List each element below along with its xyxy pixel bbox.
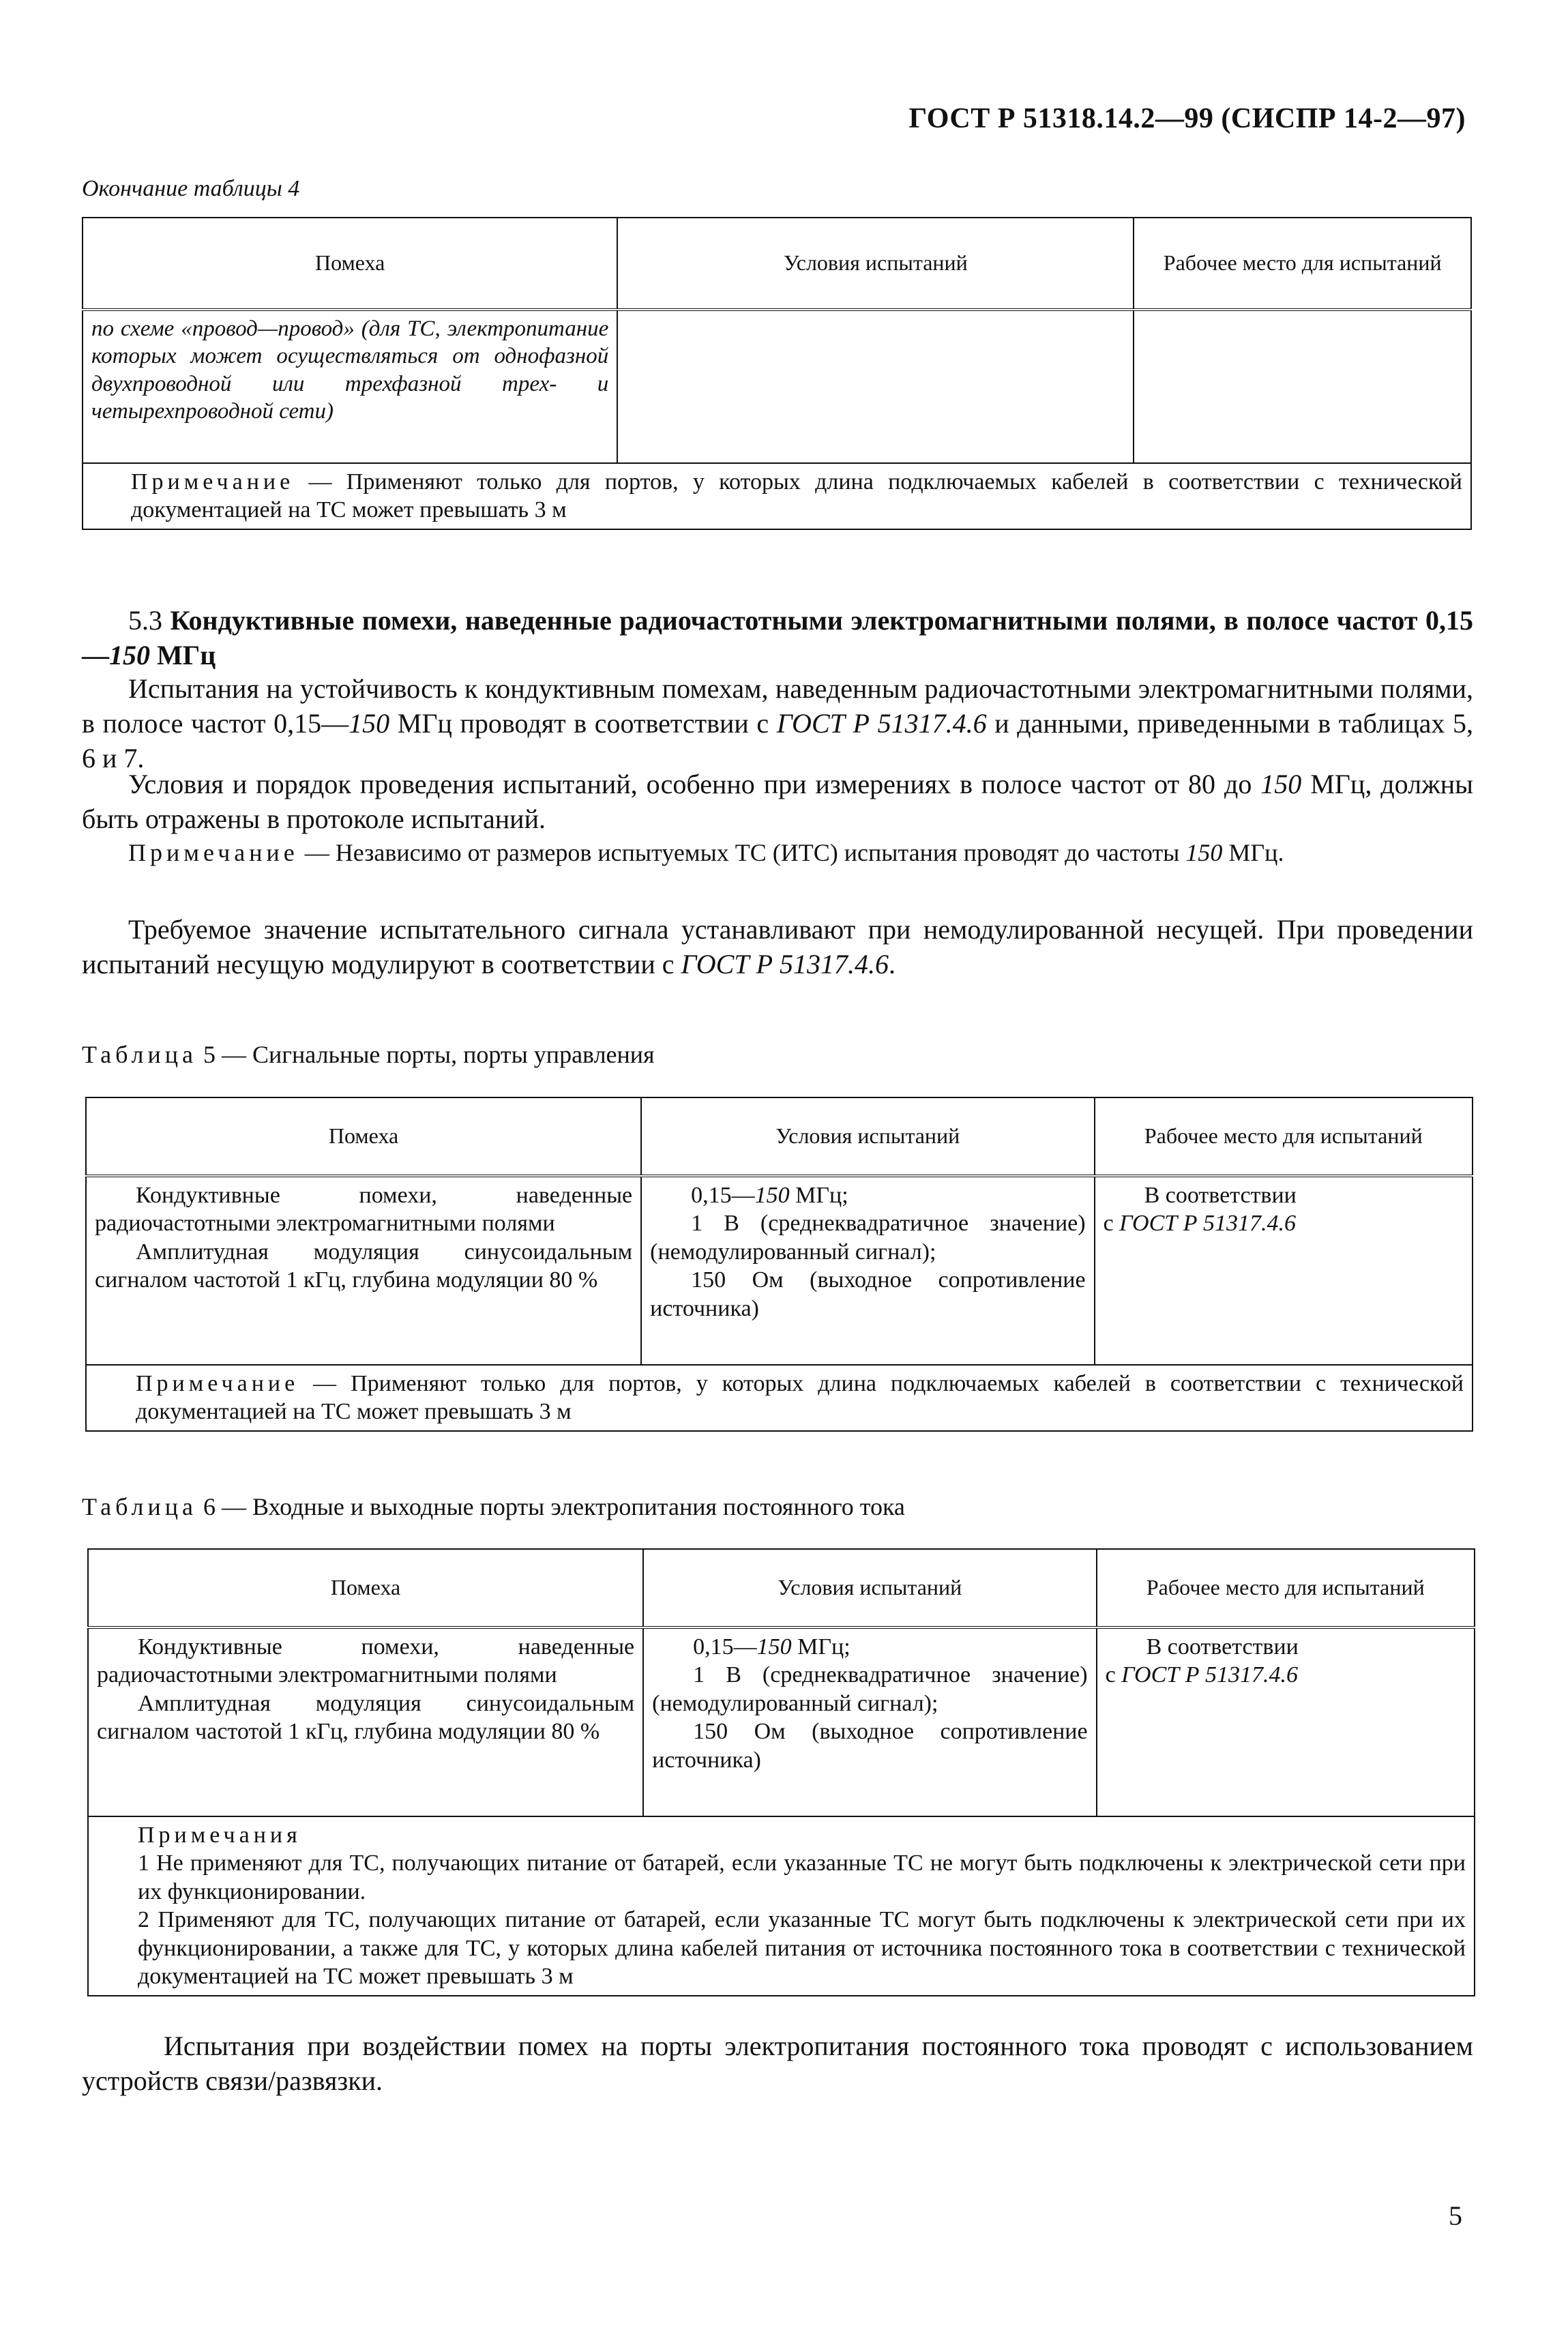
table-cell: 0,15—150 МГц; 1 В (среднеквадратичное значение) (немодулированный сигнал); 150 Ом (выходное сопротивление источника) [641,1176,1094,1365]
table-note [83,463,1471,529]
page-number: 5 [1449,2200,1462,2231]
table-5 [85,1097,1473,1432]
table-note-row [86,1365,1473,1431]
table-row [83,310,1471,463]
column-header: Условия испытаний [641,1097,1094,1176]
final-paragraph: Испытания при воздействии помех на порты электропитания постоянного тока проводят с использованием устройств связи/развязки. [82,2031,1473,2096]
note-1: 1 Не применяют для ТС, получающих питание от батарей, если указанные ТС не могут быть подключены к электрической сети при их функционировании. [138,1850,1466,1904]
table5-title: Таблица 5 — Сигнальные порты, порты управления [82,1041,655,1068]
section-number: 5.3 [128,605,162,636]
paragraph-1: Испытания на устойчивость к кондуктивным помехам, наведенным радиочастотными электромагнитными полями, в полосе частот 0,15—150 МГц проводят в соответствии с ГОСТ Р 51317.4.6 и данными, приведенными в таблицах 5, 6 и 7. [82,673,1473,773]
table-cell [617,310,1134,463]
column-header: Условия испытаний [617,218,1134,310]
table-cell: 0,15—150 МГц; 1 В (среднеквадратичное значение) (немодулированный сигнал); 150 Ом (выходное сопротивление источника) [643,1627,1096,1816]
table-cell: по схеме «провод—провод» (для ТС, электропитание которых может осуществляться от однофазной двухпроводной или трехфазной трех- и четырехпроводной сети) [83,310,617,463]
table-row [88,1627,1475,1816]
column-header: Условия испытаний [643,1549,1096,1627]
table-4 [82,217,1472,530]
section-title: Кондуктивные помехи, наведенные радиочастотными электромагнитными полями, в полосе частот 0,15—150 МГц [82,605,1474,670]
table-note-row [83,463,1471,529]
section-note: Примечание — Независимо от размеров испытуемых ТС (ИТС) испытания проводят до частоты 150 МГц. [128,839,1284,866]
table-cell: Кондуктивные помехи, наведенные радиочастотными электромагнитными полями Амплитудная модуляция синусоидальным сигналом частотой 1 кГц, глубина модуляции 80 % [88,1627,643,1816]
column-header: Помеха [86,1097,641,1176]
table-cell [1134,310,1471,463]
section-heading [82,604,1473,673]
column-header: Помеха [83,218,617,310]
column-header: Рабочее место для испытаний [1095,1097,1473,1176]
paragraph-2: Условия и порядок проведения испытаний, особенно при измерениях в полосе частот от 80 до 150 МГц, должны быть отражены в протоколе испытаний. [82,769,1473,834]
table-header-row [88,1549,1475,1627]
table-6 [87,1548,1475,1996]
table-cell: Кондуктивные помехи, наведенные радиочастотными электромагнитными полями Амплитудная модуляция синусоидальным сигналом частотой 1 кГц, глубина модуляции 80 % [86,1176,641,1365]
column-header: Рабочее место для испытаний [1134,218,1471,310]
table-notes: Примечания 1 Не применяют для ТС, получающих питание от батарей, если указанные ТС не могут быть подключены к электрической сети при их функционировании. 2 Применяют для ТС, получающих питание от батарей, если указанные ТС могут быть подключены к электрической сети при их функционировании, а также для ТС, у которых длина кабелей питания от источника постоянного тока в соответствии с технической документацией на ТС может превышать 3 м [88,1816,1475,1996]
table-row [86,1176,1473,1365]
note-label: Примечание [131,469,295,495]
column-header: Помеха [88,1549,643,1627]
table-cell: В соответствии с ГОСТ Р 51317.4.6 [1095,1176,1473,1365]
table-header-row [86,1097,1473,1176]
table-note: Примечание — Применяют только для портов, у которых длина подключаемых кабелей в соответствии с технической документацией на ТС может превышать 3 м [86,1365,1473,1431]
table-cell: В соответствии с ГОСТ Р 51317.4.6 [1097,1627,1475,1816]
table4-caption: Окончание таблицы 4 [82,176,300,201]
column-header: Рабочее место для испытаний [1097,1549,1475,1627]
table6-title: Таблица 6 — Входные и выходные порты электропитания постоянного тока [82,1493,905,1520]
note-text: — Применяют только для портов, у которых длина подключаемых кабелей в соответствии с технической документацией на ТС может превышать 3 м [131,469,1462,523]
table-note-row [88,1816,1475,1996]
note-2: 2 Применяют для ТС, получающих питание от батарей, если указанные ТС могут быть подключены к электрической сети при их функционировании, а также для ТС, у которых длина кабелей питания от источника постоянного тока в соответствии с технической документацией на ТС может превышать 3 м [138,1907,1466,1990]
paragraph-3: Требуемое значение испытательного сигнала устанавливают при немодулированной несущей. При проведении испытаний несущую модулируют в соответствии с ГОСТ Р 51317.4.6. [82,914,1473,979]
table-header-row [83,218,1471,310]
document-header: ГОСТ Р 51318.14.2—99 (СИСПР 14-2—97) [908,103,1466,134]
